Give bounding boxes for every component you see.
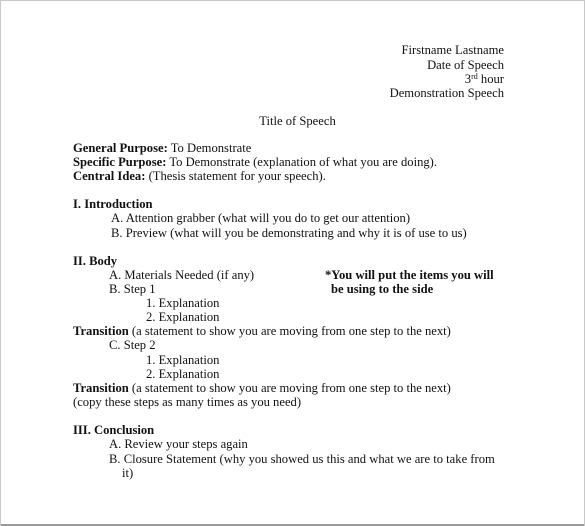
body-item-b1: 1. Explanation (146, 296, 220, 310)
central-idea (73, 169, 326, 183)
intro-item-a: A. Attention grabber (what will you do to get our attention) (111, 211, 411, 225)
conclusion-item-b-continued: it) (122, 466, 134, 480)
materials-side-note (325, 268, 494, 296)
body-item-c2: 2. Explanation (146, 367, 220, 381)
copy-steps-note: (copy these steps as many times as you need) (73, 395, 302, 409)
general-purpose-text: To Demonstrate (170, 141, 252, 155)
hour-suffix: rd (471, 72, 478, 81)
transition-2-label: Transition (73, 381, 129, 395)
side-note-line-1: *You will put the items you will (325, 268, 494, 282)
specific-purpose-label: Specific Purpose: (73, 155, 167, 169)
side-note-line-2: be using to the side (331, 282, 434, 296)
author-name: Firstname Lastname (401, 43, 504, 57)
intro-item-b: B. Preview (what will you be demonstrating and why it is of use to us) (111, 226, 467, 240)
central-idea-label: Central Idea: (73, 169, 146, 183)
hour-word: hour (480, 72, 504, 86)
body-item-b: B. Step 1 (109, 282, 156, 296)
transition-2-text: (a statement to show you are moving from one step to the next) (131, 381, 451, 395)
general-purpose-label: General Purpose: (73, 141, 168, 155)
conclusion-item-a: A. Review your steps again (109, 437, 248, 451)
specific-purpose (73, 155, 437, 169)
conclusion-heading: III. Conclusion (73, 423, 155, 437)
central-idea-text: (Thesis statement for your speech). (148, 169, 326, 183)
transition-1-label: Transition (73, 324, 129, 338)
specific-purpose-text: To Demonstrate (explanation of what you are doing). (169, 155, 438, 169)
body-item-a: A. Materials Needed (if any) (109, 268, 255, 282)
hour-number: 3 (464, 72, 472, 86)
speech-type: Demonstration Speech (389, 86, 504, 100)
body-item-c: C. Step 2 (109, 338, 156, 352)
general-purpose (73, 141, 251, 155)
speech-title: Title of Speech (259, 114, 336, 128)
transition-1-text: (a statement to show you are moving from one step to the next) (131, 324, 451, 338)
body-item-b2: 2. Explanation (146, 310, 220, 324)
body-heading: II. Body (73, 254, 118, 268)
conclusion-item-b: B. Closure Statement (why you showed us this and what we are to take from (109, 452, 495, 466)
transition-2 (73, 381, 451, 395)
class-hour (465, 72, 504, 86)
body-item-c1: 1. Explanation (146, 353, 220, 367)
transition-1 (73, 324, 451, 338)
introduction-heading: I. Introduction (73, 197, 153, 211)
speech-date: Date of Speech (427, 58, 504, 72)
